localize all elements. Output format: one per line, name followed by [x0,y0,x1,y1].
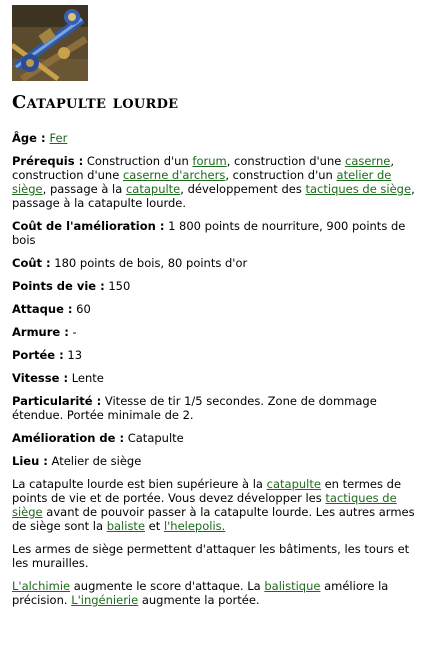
hit-points-label: Points de vie [12,279,97,293]
location-value: Atelier de siège [47,454,142,468]
prerequisites-label: Prérequis [12,154,75,168]
age-label: Âge [12,131,37,145]
alchimie-link[interactable]: L'alchimie [12,579,71,593]
hit-points-row: Points de vie : 150 [12,279,131,293]
speed-row: Vitesse : Lente [12,371,104,385]
prerequisites-text: , construction d'un [225,168,337,182]
upgrade-cost-label: Coût de l'amélioration [12,219,156,233]
upgrade-from-label: Amélioration de [12,431,116,445]
upgrade-cost-row: Coût de l'amélioration : 1 800 points de nourriture, 900 points de bois [12,219,406,247]
description-paragraph [12,477,422,533]
atelier-de-siege-link[interactable]: atelier de siège [12,168,392,196]
special-label: Particularité [12,394,93,408]
prerequisites-row: Prérequis : Construction d'un forum, construction d'une caserne, construction d'une caserne d'archers, construction d'un atelier de siège, passage à la catapulte, développement des tactiques de siège, passage à la catapulte lourde. [12,154,415,210]
page-title: Catapulte lourde [12,92,179,113]
speed-label: Vitesse [12,371,60,385]
ingenierie-link[interactable]: L'ingénierie [71,593,139,607]
siege-weapons-paragraph: Les armes de siège permettent d'attaquer les bâtiments, les tours et les murailles. [12,542,410,570]
range-row: Portée : 13 [12,348,83,362]
tactiques-de-siege-link[interactable]: tactiques de siège [12,491,397,519]
range-value: 13 [63,348,83,362]
catapulte-link[interactable]: catapulte [125,182,181,196]
armor-row: Armure : - [12,325,77,339]
age-row: Âge : Fer [12,131,68,145]
description-text: et [145,519,164,533]
technologies-text: augmente la portée. [138,593,260,607]
attack-value: 60 [72,302,91,316]
heavy-catapult-icon [12,5,88,81]
prerequisites-text: , construction d'une [226,154,345,168]
upgrade-cost-value: 1 800 points de nourriture, 900 points de bois [12,219,406,247]
baliste-link[interactable]: baliste [106,519,146,533]
caserne-link[interactable]: caserne [345,154,391,168]
catapulte-link[interactable]: catapulte [266,477,321,491]
armor-value: - [68,325,77,339]
special-value: Vitesse de tir 1/5 secondes. Zone de dommage étendue. Portée minimale de 2. [12,394,377,422]
unit-details [12,131,422,616]
prerequisites-text: , passage à la [42,182,126,196]
helepolis-link[interactable]: l'helepolis. [163,519,226,533]
upgrade-from-row: Amélioration de : Catapulte [12,431,184,445]
description-text: La catapulte lourde est bien supérieure à la [12,477,267,491]
cost-value: 180 points de bois, 80 points d'or [50,256,248,270]
speed-value: Lente [68,371,104,385]
technologies-text: augmente le score d'attaque. La [70,579,265,593]
upgrade-from-value: Catapulte [124,431,184,445]
range-label: Portée [12,348,56,362]
armor-label: Armure [12,325,61,339]
attack-row: Attaque : 60 [12,302,91,316]
forum-link[interactable]: forum [192,154,227,168]
caserne-archers-link[interactable]: caserne d'archers [122,168,226,182]
prerequisites-text: , développement des [180,182,306,196]
cost-row: Coût : 180 points de bois, 80 points d'or [12,256,248,270]
technologies-paragraph [12,579,422,607]
age-link[interactable]: Fer [49,131,68,145]
tactiques-de-siege-link[interactable]: tactiques de siège [305,182,412,196]
location-label: Lieu [12,454,40,468]
description-text: avant de pouvoir passer à la catapulte lourde. Les autres armes de siège sont la [12,505,415,533]
hit-points-value: 150 [104,279,131,293]
technologies-text: améliore la précision. [12,579,389,607]
prerequisites-text: , construction d'une [12,154,394,182]
location-row: Lieu : Atelier de siège [12,454,142,468]
prerequisites-text: , passage à la catapulte lourde. [12,182,415,210]
description-text: en termes de points de vie et de portée. Vous devez développer les [12,477,402,505]
attack-label: Attaque [12,302,64,316]
balistique-link[interactable]: balistique [264,579,321,593]
cost-label: Coût [12,256,43,270]
special-row: Particularité : Vitesse de tir 1/5 secondes. Zone de dommage étendue. Portée minimale de 2. [12,394,377,422]
prerequisites-text: Construction d'un [83,154,193,168]
